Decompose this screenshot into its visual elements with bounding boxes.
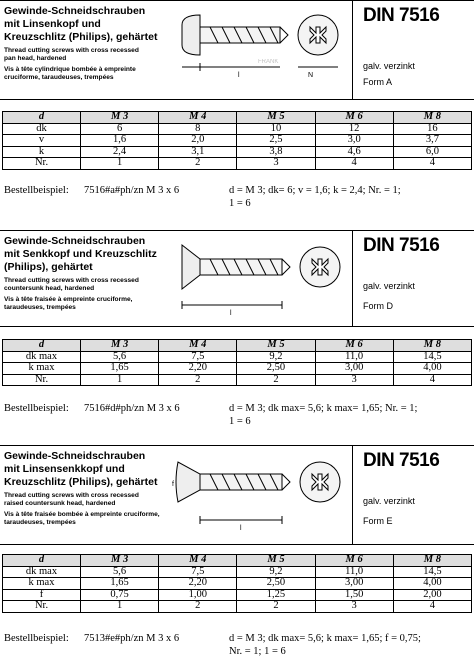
table-cell: 4,00 xyxy=(393,363,471,375)
order-dims: d = M 3; dk max= 5,6; k max= 1,65; f = 0,75; xyxy=(229,633,421,644)
table-cell: 4,6 xyxy=(315,146,393,158)
table-row xyxy=(3,601,472,613)
col-header: d xyxy=(3,340,81,352)
table-cell: 1,25 xyxy=(237,589,315,601)
form-d-text xyxy=(4,235,174,312)
table-row xyxy=(3,363,472,375)
form-a-form: Form A xyxy=(363,77,393,87)
form-e-french-2: taraudeuses, trempées xyxy=(4,519,76,526)
order-dims: d = M 3; dk= 6; v = 1,6; k = 2,4; Nr. = 1; xyxy=(229,185,401,196)
table-cell: 3,7 xyxy=(393,135,471,147)
table-cell: 2,5 xyxy=(237,135,315,147)
form-a-table-header xyxy=(3,112,472,124)
table-cell: 1,65 xyxy=(81,578,159,590)
form-a-header xyxy=(0,0,474,100)
order-dims-2: 1 = 6 xyxy=(229,198,251,209)
form-e-english-1: Thread cutting screws with cross recessed xyxy=(4,492,139,499)
table-cell: 5,6 xyxy=(81,566,159,578)
table-cell: 4 xyxy=(393,374,471,386)
table-cell: 2,00 xyxy=(393,589,471,601)
form-e-header xyxy=(0,445,474,545)
table-cell: 2,0 xyxy=(159,135,237,147)
order-code: 7516#a#ph/zn M 3 x 6 xyxy=(84,185,180,196)
form-e-french xyxy=(4,511,174,527)
table-cell: 2,20 xyxy=(159,578,237,590)
table-cell: 7,5 xyxy=(159,566,237,578)
form-e-table xyxy=(2,554,472,613)
order-code: 7513#e#ph/zn M 3 x 6 xyxy=(84,633,180,644)
form-a-french xyxy=(4,66,174,82)
table-cell: 2,50 xyxy=(237,578,315,590)
table-cell: 3 xyxy=(315,601,393,613)
frank-watermark: FRANK xyxy=(258,59,279,65)
col-header: M 6 xyxy=(315,112,393,124)
row-label: k max xyxy=(3,363,81,375)
table-cell: 3 xyxy=(315,374,393,386)
table-cell: 3,00 xyxy=(315,363,393,375)
row-label: dk xyxy=(3,123,81,135)
order-dims-2: 1 = 6 xyxy=(229,416,251,427)
form-a-english-1: Thread cutting screws with cross recessed xyxy=(4,47,139,54)
form-d-table xyxy=(2,339,472,386)
countersunk-screw-drawing xyxy=(170,235,348,323)
table-row xyxy=(3,374,472,386)
form-a-table xyxy=(2,111,472,170)
form-a-french-2: cruciforme, taraudeuses, trempées xyxy=(4,74,114,81)
table-cell: 7,5 xyxy=(159,351,237,363)
form-e-text xyxy=(4,450,174,527)
form-e-din: DIN 7516 xyxy=(363,450,440,471)
table-cell: 14,5 xyxy=(393,351,471,363)
col-header: M 5 xyxy=(237,112,315,124)
table-cell: 16 xyxy=(393,123,471,135)
form-a-english xyxy=(4,47,174,63)
form-d-title-1: Gewinde-Schneidschrauben xyxy=(4,235,146,247)
table-cell: 6 xyxy=(81,123,159,135)
table-cell: 2 xyxy=(237,374,315,386)
table-cell: 3,8 xyxy=(237,146,315,158)
table-cell: 2 xyxy=(237,601,315,613)
form-e-french-1: Vis à tête fraisée bombée à empreinte cruciforme, xyxy=(4,511,160,518)
row-label: dk max xyxy=(3,351,81,363)
form-e-title-3: Kreuzschlitz (Philips), gehärtet xyxy=(4,476,158,488)
nominal-dim-label: N xyxy=(308,72,314,79)
table-row xyxy=(3,566,472,578)
row-label: Nr. xyxy=(3,601,81,613)
table-cell: 3,1 xyxy=(159,146,237,158)
row-label: k max xyxy=(3,578,81,590)
table-cell: 11,0 xyxy=(315,351,393,363)
length-label-l: l xyxy=(240,525,242,532)
order-label: Bestellbeispiel: xyxy=(4,185,69,196)
form-e-form: Form E xyxy=(363,516,393,526)
table-cell: 4,00 xyxy=(393,578,471,590)
form-d-din: DIN 7516 xyxy=(363,235,440,256)
table-cell: 11,0 xyxy=(315,566,393,578)
form-e-english-2: raised countersunk head, hardened xyxy=(4,500,116,507)
order-code: 7516#d#ph/zn M 3 x 6 xyxy=(84,403,180,414)
col-header: M 3 xyxy=(81,340,159,352)
table-row xyxy=(3,578,472,590)
form-e-table-header xyxy=(3,555,472,567)
table-cell: 8 xyxy=(159,123,237,135)
form-a-finish: galv. verzinkt xyxy=(363,61,415,71)
raised-countersunk-screw-drawing xyxy=(170,450,348,538)
form-d-french xyxy=(4,296,174,312)
order-dims-2: Nr. = 1; 1 = 6 xyxy=(229,646,286,657)
form-e-finish: galv. verzinkt xyxy=(363,496,415,506)
table-cell: 4 xyxy=(393,601,471,613)
table-row xyxy=(3,158,472,170)
table-cell: 1 xyxy=(81,601,159,613)
form-d-french-2: taraudeuses, trempées xyxy=(4,304,76,311)
form-d-form: Form D xyxy=(363,301,393,311)
form-a-din-box xyxy=(352,1,474,99)
order-label: Bestellbeispiel: xyxy=(4,633,69,644)
table-cell: 14,5 xyxy=(393,566,471,578)
form-d-french-1: Vis à tête fraisée à empreinte cruciforme, xyxy=(4,296,133,303)
table-cell: 1 xyxy=(81,374,159,386)
length-label-l: l xyxy=(238,72,240,79)
table-cell: 1 xyxy=(81,158,159,170)
row-label: Nr. xyxy=(3,158,81,170)
length-label-l: l xyxy=(230,310,232,317)
table-row xyxy=(3,135,472,147)
f-label: f xyxy=(172,481,174,488)
table-cell: 1,65 xyxy=(81,363,159,375)
col-header: M 5 xyxy=(237,555,315,567)
col-header: M 6 xyxy=(315,555,393,567)
form-d-order-example xyxy=(4,402,474,430)
table-cell: 1,00 xyxy=(159,589,237,601)
form-d-finish: galv. verzinkt xyxy=(363,281,415,291)
form-d-title-2: mit Senkkopf und Kreuzschlitz xyxy=(4,248,157,260)
col-header: M 8 xyxy=(393,340,471,352)
table-cell: 9,2 xyxy=(237,351,315,363)
form-e-order-example xyxy=(4,632,474,660)
table-cell: 2 xyxy=(159,158,237,170)
row-label: f xyxy=(3,589,81,601)
table-cell: 2,20 xyxy=(159,363,237,375)
table-cell: 12 xyxy=(315,123,393,135)
form-a-title-1: Gewinde-Schneidschrauben xyxy=(4,5,146,17)
table-cell: 5,6 xyxy=(81,351,159,363)
col-header: d xyxy=(3,112,81,124)
form-a-title-3: Kreuzschlitz (Philips), gehärtet xyxy=(4,31,158,43)
table-cell: 3,0 xyxy=(315,135,393,147)
form-a-order-example xyxy=(4,184,474,212)
table-cell: 1,50 xyxy=(315,589,393,601)
form-d-english-1: Thread cutting screws with cross recessed xyxy=(4,277,139,284)
row-label: Nr. xyxy=(3,374,81,386)
col-header: M 8 xyxy=(393,112,471,124)
form-a-din: DIN 7516 xyxy=(363,5,440,26)
order-dims: d = M 3; dk max= 5,6; k max= 1,65; Nr. = 1; xyxy=(229,403,418,414)
table-cell: 9,2 xyxy=(237,566,315,578)
col-header: M 3 xyxy=(81,555,159,567)
table-cell: 2 xyxy=(159,601,237,613)
form-d-title-3: (Philips), gehärtet xyxy=(4,261,93,273)
form-e-din-box xyxy=(352,446,474,544)
form-e-title-2: mit Linsensenkkopf und xyxy=(4,463,125,475)
form-a-french-1: Vis à tête cylindrique bombée à empreinte xyxy=(4,66,136,73)
table-cell: 3 xyxy=(237,158,315,170)
table-cell: 3,00 xyxy=(315,578,393,590)
col-header: d xyxy=(3,555,81,567)
col-header: M 4 xyxy=(159,555,237,567)
table-cell: 2,4 xyxy=(81,146,159,158)
col-header: M 3 xyxy=(81,112,159,124)
table-row xyxy=(3,589,472,601)
table-cell: 1,6 xyxy=(81,135,159,147)
table-cell: 10 xyxy=(237,123,315,135)
col-header: M 4 xyxy=(159,340,237,352)
table-row xyxy=(3,351,472,363)
table-row xyxy=(3,123,472,135)
table-cell: 4 xyxy=(393,158,471,170)
form-e-title-1: Gewinde-Schneidschrauben xyxy=(4,450,146,462)
row-label: k xyxy=(3,146,81,158)
table-cell: 4 xyxy=(315,158,393,170)
form-d-header xyxy=(0,230,474,327)
col-header: M 8 xyxy=(393,555,471,567)
form-d-din-box xyxy=(352,231,474,326)
form-d-table-header xyxy=(3,340,472,352)
form-e-english xyxy=(4,492,174,508)
form-d-english xyxy=(4,277,174,293)
row-label: v xyxy=(3,135,81,147)
form-d-english-2: countersunk head, hardened xyxy=(4,285,95,292)
pan-head-screw-drawing xyxy=(170,5,348,93)
row-label: dk max xyxy=(3,566,81,578)
table-cell: 2 xyxy=(159,374,237,386)
table-row xyxy=(3,146,472,158)
form-a-text xyxy=(4,5,174,82)
col-header: M 4 xyxy=(159,112,237,124)
col-header: M 5 xyxy=(237,340,315,352)
form-a-title-2: mit Linsenkopf und xyxy=(4,18,101,30)
form-a-english-2: pan head, hardened xyxy=(4,55,67,62)
table-cell: 6,0 xyxy=(393,146,471,158)
table-cell: 2,50 xyxy=(237,363,315,375)
order-label: Bestellbeispiel: xyxy=(4,403,69,414)
table-cell: 0,75 xyxy=(81,589,159,601)
col-header: M 6 xyxy=(315,340,393,352)
